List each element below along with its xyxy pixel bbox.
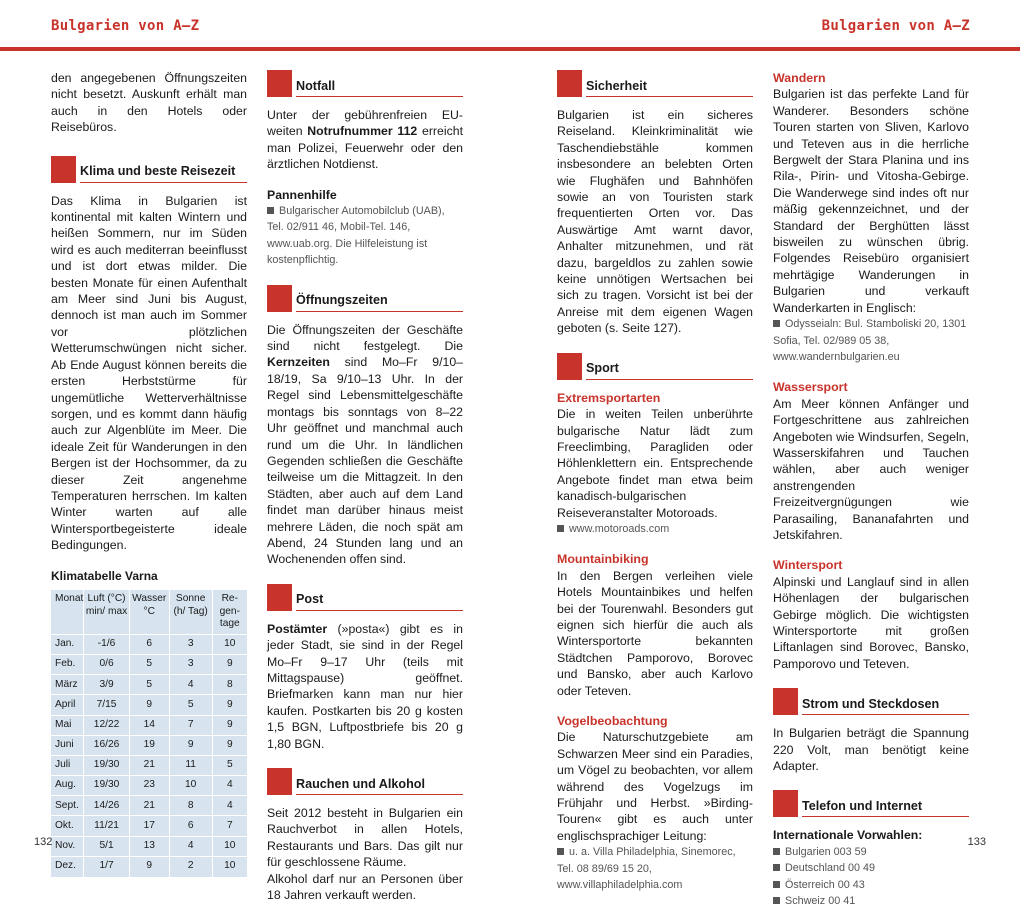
heading-marker [267, 584, 292, 611]
post-text [267, 621, 463, 752]
sicherheit-text: Bulgarien ist ein sicheres Reiseland. Kleinkriminalität wie Taschendiebstähle kommen insbesondere an belebten Orten wie Flughäfen und Bahnhöfen sowie an von Touristen stark frequentierten Orten vor. Das Auswärtige Amt warnt davor, Anhalter mitzunehmen, und rät dazu, bargeldlos zu zahlen sowie keine unnötigen Wertsachen bei sich zu tragen. Vorsicht ist bei der Anreise mit dem eigenen Wagen geboten (s. Seite 127). [557, 108, 753, 336]
notfall-number: Notrufnummer 112 [307, 124, 418, 139]
column-1 [51, 70, 247, 877]
vorwahl-list [773, 844, 969, 909]
heading-text: Rauchen und Alkohol [296, 768, 463, 795]
table-cell: 14/26 [84, 796, 129, 816]
table-cell: 16/26 [84, 735, 129, 755]
table-cell: 5 [169, 695, 212, 715]
table-cell: 4 [169, 836, 212, 856]
table-cell: April [51, 695, 84, 715]
table-title: Klimatabelle Varna [51, 568, 158, 583]
vorwahl-item [773, 877, 969, 893]
table-cell: März [51, 675, 84, 695]
table-cell: 12/22 [84, 715, 129, 735]
bullet-square [773, 881, 780, 888]
table-cell: Feb. [51, 654, 84, 674]
table-cell: 4 [169, 675, 212, 695]
vogel-address [557, 844, 753, 893]
extrem-text: Die in weiten Teilen unberührte bulgarische Natur lädt zum Freeclimbing, Paragliden oder Höhlenklettern ein. Entsprechende Angebote findet man etwa beim kanadisch-bulgarischen Reiseveranstalter Motoroads. [557, 407, 753, 520]
bullet-square [557, 525, 564, 532]
notfall-post: erreicht man Polizei, Feuerwehr oder den ärztlichen Notdienst. [267, 124, 463, 172]
notfall-text [267, 107, 463, 173]
section-heading-rauchen [267, 768, 463, 795]
table-row [51, 675, 247, 695]
heading-marker [267, 285, 292, 312]
vorwahl-text: Bulgarien 003 59 [785, 845, 867, 858]
column-3 [557, 70, 753, 893]
section-heading-klima [51, 156, 247, 183]
table-cell: 10 [212, 836, 247, 856]
table-cell: Juni [51, 735, 84, 755]
table-cell: 3 [169, 634, 212, 654]
column-4 [773, 70, 969, 909]
mtb-text: In den Bergen verleihen viele Hotels Mountainbikes und helfen bei der Tourenwahl. Besonders gut eignen sich hierfür die auch als Wintersportorte bekannten Städtchen Pamporovo, Borovec und Bansko, aber auch Karlovo oder Teteven. [557, 568, 753, 698]
table-cell: 19/30 [84, 755, 129, 775]
heading-marker [267, 70, 292, 97]
table-cell: -1/6 [84, 634, 129, 654]
vorwahl-item [773, 860, 969, 876]
oeff-post: sind Mo–Fr 9/10–18/19, Sa 9/10–13 Uhr. In der Regel sind Lebensmittelgeschäfte montags bis sonntags von 8–22 Uhr geöffnet und manchmal auch rund um die Uhr. In ländlichen Gegenden schließen die Geschäfte teilweise um die Mittagzeit. In den Städten, aber auch auf dem Land findet man darüber hinaus meist mehrere Läden, die noch spät am Abend, 24 Stunden lang und an Wochenenden offen sind. [267, 355, 463, 567]
oeffnung-text [267, 322, 463, 568]
table-cell: 9 [212, 695, 247, 715]
table-cell: 23 [129, 776, 169, 796]
heading-marker [773, 688, 798, 715]
table-cell: 0/6 [84, 654, 129, 674]
extrem-address [557, 521, 753, 537]
table-header-cell: Monat [51, 590, 84, 634]
table-cell: 9 [169, 735, 212, 755]
table-row [51, 816, 247, 836]
table-cell: 3 [169, 654, 212, 674]
table-cell: 6 [169, 816, 212, 836]
table-cell: Jan. [51, 634, 84, 654]
heading-marker [557, 70, 582, 97]
oeff-pre: Die Öffnungszeiten der Geschäfte sind nicht festgelegt. Die [267, 322, 463, 354]
bullet-square [267, 207, 274, 214]
heading-text: Klima und beste Reisezeit [80, 156, 247, 183]
klima-text: Das Klima in Bulgarien ist kontinental mit kalten Wintern und heißen Sommern, nur im Süden wird es auch mediterran beeinflusst und ist dort etwas milder. Die besten Monate für einen Aufenthalt am Meer sind Juni bis August, dennoch ist man auch im Sommer vor plötzlichen Wetterumschwüngen nicht sicher. Ab Ende August können bereits die ersten Herbststürme für ungemütliche Wetterverhältnisse sorgen, und es kommt dann häufig auch zur Algenblüte im Meer. Die ideale Zeit für Wanderungen in den Bergen ist der Hochsommer, da zu dieser Zeit angenehme Temperaturen herrschen. Im kalten Winter warten auf alle Wintersportbegeisterte ideale Bedingungen. [51, 193, 247, 553]
intro-text: den angegebenen Öffnungszeiten nicht besetzt. Auskunft erhält man auch in den Hotels oder Reisebüros. [51, 71, 247, 135]
heading-marker [557, 353, 582, 380]
table-cell: 9 [129, 856, 169, 876]
table-cell: 7 [169, 715, 212, 735]
table-row [51, 776, 247, 796]
section-heading-sport [557, 353, 753, 380]
table-cell: 5 [212, 755, 247, 775]
heading-text: Sicherheit [586, 70, 753, 97]
wandern-address [773, 316, 969, 365]
table-cell: 1/7 [84, 856, 129, 876]
table-cell: 9 [212, 654, 247, 674]
table-header-cell: Sonne (h/ Tag) [169, 590, 212, 634]
header-rule [0, 47, 1020, 51]
table-row [51, 796, 247, 816]
table-cell: 5 [129, 654, 169, 674]
table-cell: 19/30 [84, 776, 129, 796]
pannenhilfe-address [267, 203, 463, 269]
table-cell: Mai [51, 715, 84, 735]
table-cell: 17 [129, 816, 169, 836]
table-cell: Sept. [51, 796, 84, 816]
table-cell: 7/15 [84, 695, 129, 715]
table-cell: Okt. [51, 816, 84, 836]
winter-title: Wintersport [773, 558, 843, 573]
table-cell: 2 [169, 856, 212, 876]
vorwahl-title: Internationale Vorwahlen: [773, 828, 923, 843]
table-cell: 9 [129, 695, 169, 715]
table-cell: 19 [129, 735, 169, 755]
rauchen-text: Seit 2012 besteht in Bulgarien ein Rauchverbot in allen Hotels, Restaurants und Bars. Das gilt nur für geschlossene Räume. [267, 806, 463, 870]
section-heading-oeffnung [267, 285, 463, 312]
table-row [51, 715, 247, 735]
wasser-title: Wassersport [773, 380, 848, 395]
table-cell: Dez. [51, 856, 84, 876]
section-heading-strom [773, 688, 969, 715]
table-row [51, 755, 247, 775]
table-header-cell: Wasser °C [129, 590, 169, 634]
table-cell: 5 [129, 675, 169, 695]
heading-marker [51, 156, 76, 183]
section-heading-telefon [773, 790, 969, 817]
bullet-square [773, 848, 780, 855]
vorwahl-text: Deutschland 00 49 [785, 862, 876, 875]
notfall-pre: Unter der gebührenfreien EU-weiten [267, 108, 463, 139]
table-row [51, 634, 247, 654]
address-text: Odysseialn: Bul. Stamboliski 20, 1301 Sofia, Tel. 02/989 05 38, www.wandernbulgarien.eu [773, 318, 967, 363]
table-cell: 13 [129, 836, 169, 856]
heading-marker [773, 790, 798, 817]
table-cell: 9 [212, 715, 247, 735]
table-cell: Aug. [51, 776, 84, 796]
table-cell: 4 [212, 796, 247, 816]
column-2 [267, 70, 463, 903]
table-row [51, 836, 247, 856]
vorwahl-item [773, 844, 969, 860]
table-row [51, 856, 247, 876]
table-row [51, 654, 247, 674]
vorwahl-item [773, 893, 969, 909]
heading-text: Sport [586, 353, 753, 380]
table-cell: 3/9 [84, 675, 129, 695]
table-cell: 21 [129, 796, 169, 816]
address-text: Bulgarischer Automobilclub (UAB), Tel. 02/911 46, Mobil-Tel. 146, www.uab.org. Die Hilfeleistung ist kostenpflichtig. [267, 205, 445, 267]
bullet-square [773, 320, 780, 327]
table-cell: 21 [129, 755, 169, 775]
table-cell: 5/1 [84, 836, 129, 856]
heading-text: Strom und Steckdosen [802, 688, 969, 715]
table-cell: 10 [169, 776, 212, 796]
table-cell: 10 [212, 634, 247, 654]
vogel-text: Die Naturschutzgebiete am Schwarzen Meer sind ein Paradies, um Vögel zu beobachten, vor allem während des Vogelzugs im Frühjahr und Herbst. »Birding-Touren« gibt es auch unter englischsprachiger Leitung: [557, 730, 753, 843]
page-number-left: 132 [34, 836, 53, 848]
table-row [51, 695, 247, 715]
heading-marker [267, 768, 292, 795]
post-rest: (»posta«) gibt es in jeder Stadt, sie sind in der Regel Mo–Fr 9–17 Uhr (teils mit Mittagspause) geöffnet. Briefmarken kann man nur hier kaufen. Postkarten bis 20 g kosten 1,5 BGN, Luftpostbriefe bis 20 g 1,80 BGN. [267, 621, 463, 751]
climate-table [51, 590, 247, 877]
table-cell: 9 [212, 735, 247, 755]
bullet-square [773, 864, 780, 871]
wandern-title: Wandern [773, 71, 826, 85]
oeff-bold: Kernzeiten [267, 355, 330, 370]
winter-text: Alpinski und Langlauf sind in allen Höhenlagen der bulgarischen Gebirge möglich. Die wichtigsten Wintersportorte mit großen Liftanlagen sind Borovec, Bansko, Pamporovo und Teteven. [773, 574, 969, 671]
address-text: www.motoroads.com [569, 522, 670, 535]
strom-text: In Bulgarien beträgt die Spannung 220 Volt, man benötigt keine Adapter. [773, 726, 969, 774]
table-cell: Juli [51, 755, 84, 775]
table-cell: 8 [212, 675, 247, 695]
table-header-cell: Re- gen- tage [219, 592, 240, 630]
bullet-square [557, 848, 564, 855]
table-cell: 14 [129, 715, 169, 735]
section-heading-sicherheit [557, 70, 753, 97]
heading-text: Öffnungszeiten [296, 285, 463, 312]
running-header-left: Bulgarien von A–Z [51, 18, 200, 34]
table-row [51, 735, 247, 755]
wasser-text: Am Meer können Anfänger und Fortgeschrittene aus zahlreichen Angeboten wie Windsurfen, Segeln, Wasserskifahren und Tauchen wählen, aber auch weniger anstrengenden Freizeitvergnügungen wie Parasailing, Bananafahrten und Jetskifahren. [773, 396, 969, 542]
mtb-title: Mountainbiking [557, 552, 649, 567]
vorwahl-text: Schweiz 00 41 [785, 895, 856, 908]
table-cell: 11 [169, 755, 212, 775]
alkohol-text: Alkohol darf nur an Personen über 18 Jahren verkauft werden. [267, 871, 463, 903]
pannenhilfe-title: Pannenhilfe [267, 187, 337, 202]
table-cell: 11/21 [84, 816, 129, 836]
table-cell: Nov. [51, 836, 84, 856]
heading-text: Post [296, 584, 463, 611]
table-cell: 4 [212, 776, 247, 796]
heading-text: Telefon und Internet [802, 790, 969, 817]
table-cell: 8 [169, 796, 212, 816]
table-cell: 10 [212, 856, 247, 876]
vogel-title: Vogelbeobachtung [557, 714, 668, 728]
vorwahl-text: Österreich 00 43 [785, 878, 865, 891]
table-header-cell: Luft (°C) min/ max [84, 590, 129, 634]
post-bold: Postämter [267, 621, 328, 636]
heading-text: Notfall [296, 70, 463, 97]
table-cell: 7 [212, 816, 247, 836]
section-heading-post [267, 584, 463, 611]
bullet-square [773, 897, 780, 904]
extrem-title: Extremsportarten [557, 390, 661, 405]
running-header-right: Bulgarien von A–Z [821, 18, 970, 34]
wandern-text: Bulgarien ist das perfekte Land für Wanderer. Besonders schöne Touren starten von Sliven, Karlovo und Teteven aus in die herrliche Bergwelt der Stara Planina und ins Rila-, Pirin- und Vitosha-Gebirge. Die Wanderwege sind indes oft nur mäßig gekennzeichnet, und der Standard der Berghütten lässt bisweilen zu wünschen übrig. Folgendes Reisebüro organisiert mehrtägige Wanderungen in Bulgarien und verkauft Wanderkarten in Englisch: [773, 87, 969, 315]
address-text: u. a. Villa Philadelphia, Sinemorec, Tel. 08 89/69 15 20, www.villaphiladelphia.com [557, 846, 736, 892]
section-heading-notfall [267, 70, 463, 97]
table-cell: 6 [129, 634, 169, 654]
page-number-right: 133 [967, 836, 986, 848]
